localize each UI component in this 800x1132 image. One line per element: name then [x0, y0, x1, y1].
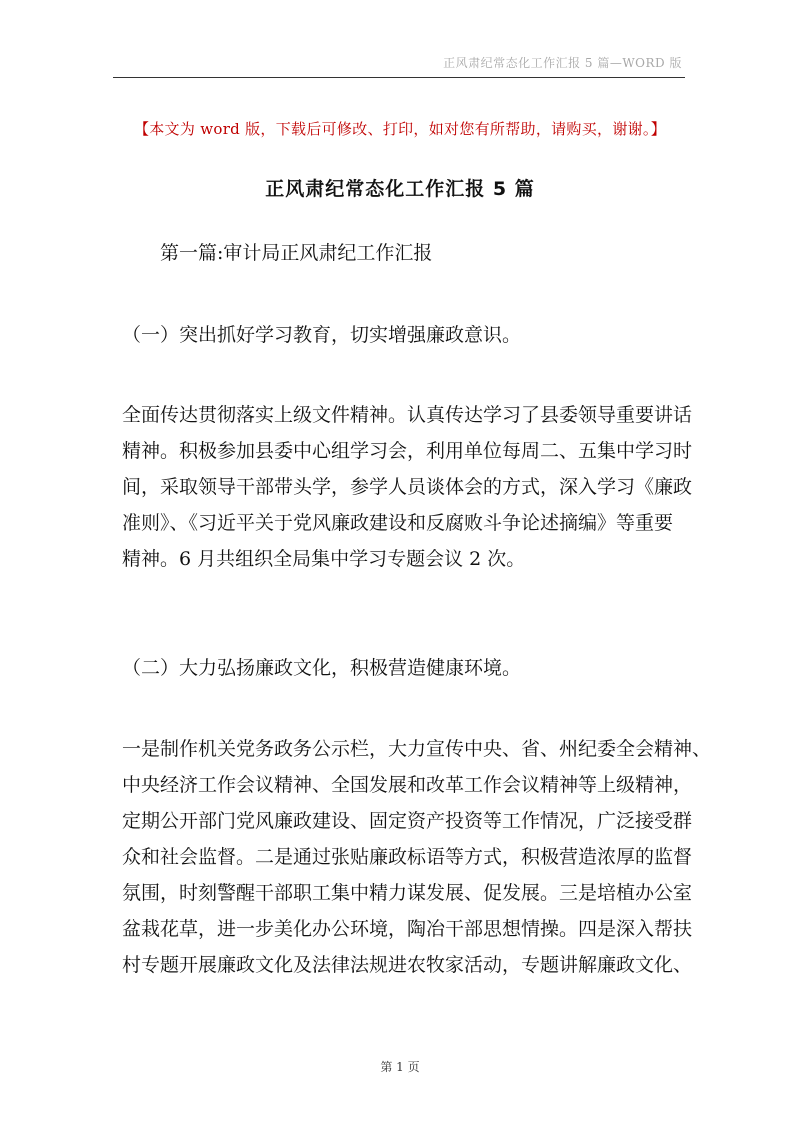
section-heading-1: [122, 317, 682, 353]
paragraph-2: [122, 731, 712, 983]
paragraph-line: 精神。积极参加县委中心组学习会，利用单位每周二、五集中学习时: [122, 440, 693, 462]
chapter-heading: 第一篇:审计局正风肃纪工作汇报: [160, 242, 433, 264]
section-heading-text: （二）大力弘扬廉政文化，积极营造健康环境。: [122, 657, 522, 679]
download-notice: 【本文为 word 版，下载后可修改、打印，如对您有所帮助，请购买，谢谢。】: [133, 120, 667, 138]
paragraph-line: 村专题开展廉政文化及法律法规进农牧家活动，专题讲解廉政文化、: [122, 954, 693, 976]
paragraph-line: 精神。6 月共组织全局集中学习专题会议 2 次。: [122, 548, 526, 570]
document-title: 正风肃纪常态化工作汇报 5 篇: [265, 178, 535, 200]
paragraph-line: 定期公开部门党风廉政建设、固定资产投资等工作情况，广泛接受群: [122, 810, 693, 832]
paragraph-line: 众和社会监督。二是通过张贴廉政标语等方式，积极营造浓厚的监督: [122, 846, 693, 868]
header-divider: [113, 77, 685, 78]
paragraph-1: [122, 397, 693, 577]
paragraph-line: 一是制作机关党务政务公示栏，大力宣传中央、省、州纪委全会精神、: [122, 738, 712, 760]
section-heading-2: [122, 650, 682, 686]
page-number: 第 1 页: [380, 1060, 420, 1074]
running-header: 正风肃纪常态化工作汇报 5 篇—WORD 版: [443, 56, 682, 70]
paragraph-line: 间，采取领导干部带头学，参学人员谈体会的方式，深入学习《廉政: [122, 476, 693, 498]
section-heading-text: （一）突出抓好学习教育，切实增强廉政意识。: [122, 324, 522, 346]
paragraph-line: 盆栽花草，进一步美化办公环境，陶冶干部思想情操。四是深入帮扶: [122, 918, 693, 940]
paragraph-line: 中央经济工作会议精神、全国发展和改革工作会议精神等上级精神，: [122, 774, 693, 796]
paragraph-line: 氛围，时刻警醒干部职工集中精力谋发展、促发展。三是培植办公室: [122, 882, 693, 904]
paragraph-line: 准则》、《习近平关于党风廉政建设和反腐败斗争论述摘编》等重要: [122, 512, 674, 534]
paragraph-line: 全面传达贯彻落实上级文件精神。认真传达学习了县委领导重要讲话: [122, 404, 693, 426]
